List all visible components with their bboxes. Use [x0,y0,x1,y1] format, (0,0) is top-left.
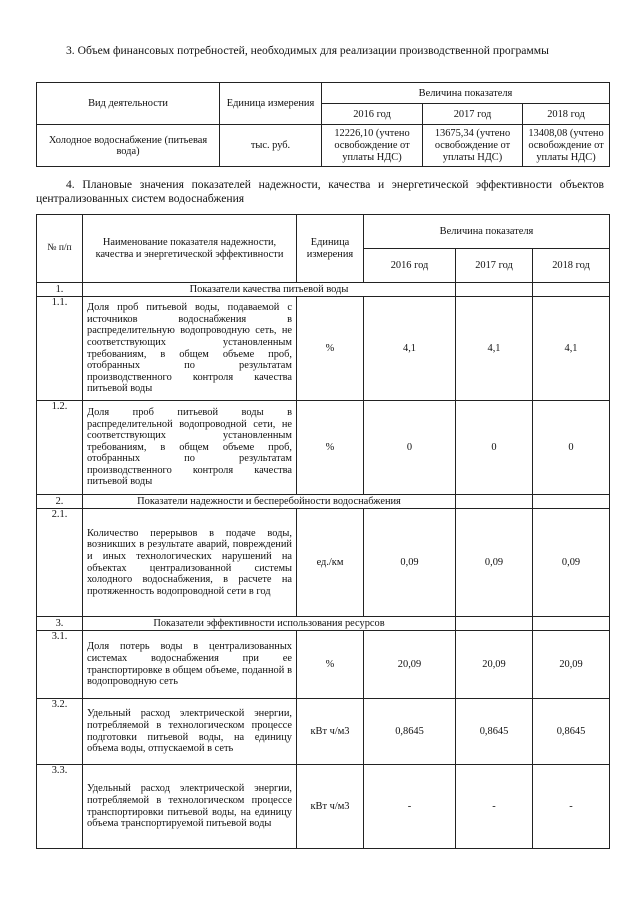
indicator-name: Доля потерь воды в централизованных системах водоснабжения при ее транспортировке в общем объеме, поданной в водопроводную сеть [83,631,297,699]
value-2016: 0,8645 [364,699,456,765]
col-header-num: № п/п [37,215,83,283]
group-num: 2. [37,495,83,509]
row-num: 3.2. [37,699,83,765]
indicator-unit: % [297,401,364,495]
group-row-reliability [37,495,610,509]
value-2018: 20,09 [533,631,610,699]
value-2016: 0 [364,401,456,495]
row-num: 1.1. [37,297,83,401]
indicators-table [36,214,610,849]
col-header-year-2018: 2018 год [533,249,610,283]
group-title: Показатели эффективности использования ресурсов [83,617,456,631]
table-row [37,631,610,699]
group-title: Показатели надежности и бесперебойности водоснабжения [83,495,456,509]
col-header-value: Величина показателя [364,215,610,249]
group-num: 3. [37,617,83,631]
table-row [37,401,610,495]
indicator-name: Удельный расход электрической энергии, потребляемой в технологическом процессе транспортировки питьевой воды, на единицу объема транспортируемой питьевой воды [83,765,297,849]
row-num: 1.2. [37,401,83,495]
value-cell-2016: 12226,10 (учтено освобождение от уплаты НДС) [322,125,423,167]
col-header-year-2018: 2018 год [523,104,610,125]
col-header-year-2016: 2016 год [364,249,456,283]
indicator-unit: % [297,297,364,401]
value-2016: 0,09 [364,509,456,617]
table-row [37,699,610,765]
col-header-year-2017: 2017 год [456,249,533,283]
value-2018: - [533,765,610,849]
indicator-unit: кВт ч/м3 [297,699,364,765]
indicator-unit: кВт ч/м3 [297,765,364,849]
value-2016: - [364,765,456,849]
table-row [37,297,610,401]
section-4-heading: 4. Плановые значения показателей надежности, качества и энергетической эффективности объектов централизованных систем водоснабжения [36,178,604,205]
financial-needs-table [36,82,610,167]
col-header-year-2016: 2016 год [322,104,423,125]
col-header-unit: Единица измерения [220,83,322,125]
col-header-unit: Единица измерения [297,215,364,283]
value-2016: 4,1 [364,297,456,401]
table-row [37,765,610,849]
value-2018: 0 [533,401,610,495]
table-row [37,125,610,167]
value-2016: 20,09 [364,631,456,699]
row-num: 2.1. [37,509,83,617]
col-header-name: Наименование показателя надежности, качества и энергетической эффективности [83,215,297,283]
group-title: Показатели качества питьевой воды [83,283,456,297]
value-2017: - [456,765,533,849]
value-2018: 0,8645 [533,699,610,765]
row-num: 3.1. [37,631,83,699]
value-2018: 0,09 [533,509,610,617]
value-2017: 4,1 [456,297,533,401]
col-header-value: Величина показателя [322,83,610,104]
section-3-heading: 3. Объем финансовых потребностей, необходимых для реализации производственной программы [66,44,549,57]
value-2017: 0,09 [456,509,533,617]
value-2017: 0 [456,401,533,495]
value-cell-2018: 13408,08 (учтено освобождение от уплаты НДС) [523,125,610,167]
indicator-name: Доля проб питьевой воды в распределительной водопроводной сети, не соответствующих установленным требованиям, в общем объеме проб, отобранных по результатам производственного контроля качества питьевой воды [83,401,297,495]
group-row-quality [37,283,610,297]
indicator-unit: ед./км [297,509,364,617]
col-header-activity: Вид деятельности [37,83,220,125]
value-2017: 20,09 [456,631,533,699]
col-header-year-2017: 2017 год [423,104,523,125]
indicator-unit: % [297,631,364,699]
group-row-efficiency [37,617,610,631]
unit-cell: тыс. руб. [220,125,322,167]
value-2017: 0,8645 [456,699,533,765]
value-cell-2017: 13675,34 (учтено освобождение от уплаты НДС) [423,125,523,167]
indicator-name: Доля проб питьевой воды, подаваемой с источников водоснабжения в распределительную водопроводную сеть, не соответствующих установленным требованиям, в общем объеме проб, отобранных по результатам производственного контроля качества питьевой воды [83,297,297,401]
indicator-name: Количество перерывов в подаче воды, возникших в результате аварий, повреждений и иных технологических нарушений на объектах централизованной системы холодного водоснабжения, в расчете на протяженность водопроводной сети в год [83,509,297,617]
indicator-name: Удельный расход электрической энергии, потребляемой в технологическом процессе подготовки питьевой воды, на единицу объема воды, отпускаемой в сеть [83,699,297,765]
table-row [37,509,610,617]
activity-cell: Холодное водоснабжение (питьевая вода) [37,125,220,167]
row-num: 3.3. [37,765,83,849]
group-num: 1. [37,283,83,297]
value-2018: 4,1 [533,297,610,401]
